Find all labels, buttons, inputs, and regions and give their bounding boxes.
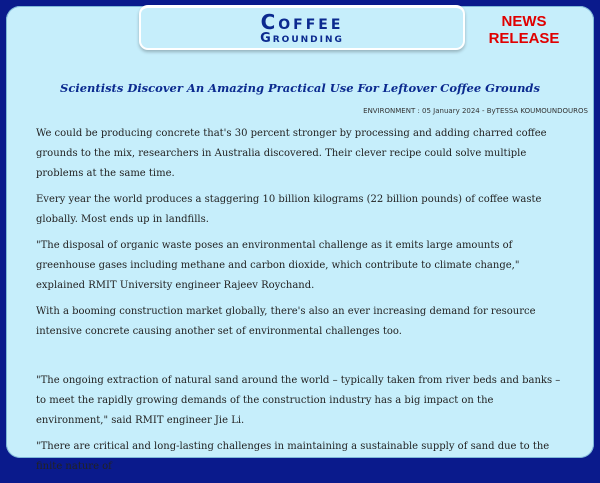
logo-title: Coffee — [260, 10, 344, 34]
news-release-badge — [484, 13, 564, 47]
site-logo[interactable] — [139, 5, 465, 50]
article-body — [36, 124, 566, 483]
logo-subtitle: Grounding — [260, 31, 344, 46]
badge-line-2: RELEASE — [488, 30, 560, 47]
article-byline: ENVIRONMENT : 05 January 2024 - ByTESSA KOUMOUNDOUROS — [363, 107, 588, 115]
article-paragraph: "The disposal of organic waste poses an environmental challenge as it emits large amounts of greenhouse gases including methane and carbon dioxide, which contribute to climate change," explained RMIT University engineer Rajeev Roychand. — [36, 240, 520, 291]
article-paragraph: Every year the world produces a staggering 10 billion kilograms (22 billion pounds) of coffee waste globally. Most ends up in landfills. — [36, 194, 542, 225]
article-headline: Scientists Discover An Amazing Practical Use For Leftover Coffee Grounds — [60, 81, 540, 95]
badge-line-1: NEWS — [501, 13, 547, 30]
article-paragraph: We could be producing concrete that's 30 percent stronger by processing and adding charred coffee grounds to the mix, researchers in Australia discovered. Their clever recipe could solve multiple problems at the same time. — [36, 128, 547, 179]
article-paragraph: With a booming construction market globally, there's also an ever increasing demand for resource intensive concrete causing another set of environmental challenges too. — [36, 306, 536, 337]
article-paragraph: "There are critical and long-lasting challenges in maintaining a sustainable supply of sand due to the finite nature of — [36, 441, 550, 472]
article-paragraph: "The ongoing extraction of natural sand around the world – typically taken from river beds and banks – to meet the rapidly growing demands of the construction industry has a big impact on the environment," said RMIT engineer Jie Li. — [36, 375, 561, 426]
